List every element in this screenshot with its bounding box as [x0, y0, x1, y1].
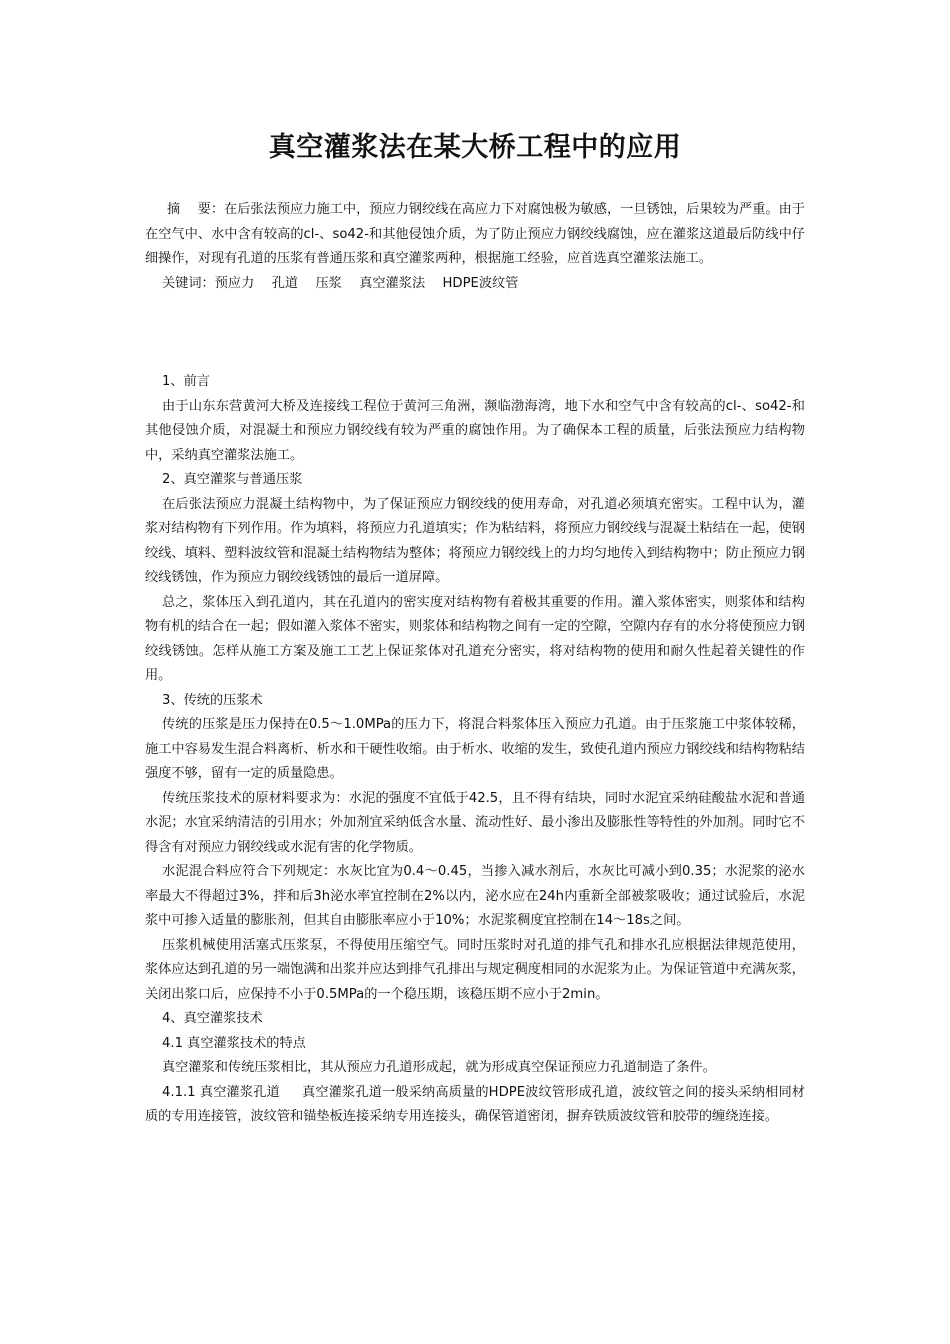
paragraph: 总之，浆体压入到孔道内，其在孔道内的密实度对结构物有着极其重要的作用。灌入浆体密实，则浆体和结构物有机的结合在一起；假如灌入浆体不密实，则浆体和结构物之间有一定的空隙，空隙内存有的水分将使预应力钢绞线锈蚀。怎样从施工方案及施工工艺上保证浆体对孔道充分密实，将对结构物的使用和耐久性起着关键性的作用。	[145, 594, 805, 683]
abstract-block	[145, 198, 805, 296]
subsection-text-4-1-1: 真空灌浆孔道一般采纳高质量的HDPE波纹管形成孔道，波纹管之间的接头采纳相同材质的专用连接管，波纹管和锚垫板连接采纳专用连接头，确保管道密闭，摒弃铁质波纹管和胶带的缠绕连接。	[145, 1084, 805, 1124]
section-heading-3: 3、传统的压浆术	[162, 692, 263, 708]
abstract-paragraph: 摘 要：在后张法预应力施工中，预应力钢绞线在高应力下对腐蚀极为敏感，一旦锈蚀，后果较为严重。由于在空气中、水中含有较高的cl-、so42-和其他侵蚀介质，为了防止预应力钢绞线腐蚀，应在灌浆这道最后防线中仔细操作，对现有孔道的压浆有普通压浆和真空灌浆两种，根据施工经验，应首选真空灌浆法施工。	[145, 202, 805, 266]
paragraph: 传统的压浆是压力保持在0.5～1.0MPa的压力下，将混合料浆体压入预应力孔道。由于压浆施工中浆体较稀，施工中容易发生混合料离析、析水和干硬性收缩。由于析水、收缩的发生，致使孔道内预应力钢绞线和结构物粘结强度不够，留有一定的质量隐患。	[145, 717, 805, 781]
document-title: 真空灌浆法在某大桥工程中的应用	[268, 132, 682, 163]
paragraph: 在后张法预应力混凝土结构物中，为了保证预应力钢绞线的使用寿命，对孔道必须填充密实。工程中认为，灌浆对结构物有下列作用。作为填料，将预应力孔道填实；作为粘结料，将预应力钢绞线与混凝土粘结在一起，使钢绞线、填料、塑料波纹管和混凝土结构物结为整体；将预应力钢绞线上的力均匀地传入到结构物中；防止预应力钢绞线锈蚀，作为预应力钢绞线锈蚀的最后一道屏障。	[145, 496, 805, 585]
subsection-heading-4-1: 4.1 真空灌浆技术的特点	[162, 1035, 306, 1051]
document-body	[145, 128, 805, 1130]
paragraph: 由于山东东营黄河大桥及连接线工程位于黄河三角洲，濒临渤海湾，地下水和空气中含有较高的cl-、so42-和其他侵蚀介质，对混凝土和预应力钢绞线有较为严重的腐蚀作用。为了确保本工程的质量，后张法预应力结构物中，采纳真空灌浆法施工。	[145, 398, 805, 463]
paragraph-4-1-1	[145, 1081, 805, 1130]
paragraph: 水泥混合料应符合下列规定：水灰比宜为0.4～0.45，当掺入减水剂后，水灰比可减小到0.35；水泥浆的泌水率最大不得超过3%，拌和后3h泌水率宜控制在2%以内，泌水应在24h内重新全部被浆吸收；通过试验后，水泥浆中可掺入适量的膨胀剂，但其自由膨胀率应小于10%；水泥浆稠度宜控制在14～18s之间。	[145, 864, 805, 928]
paragraph: 压浆机械使用活塞式压浆泵，不得使用压缩空气。同时压浆时对孔道的排气孔和排水孔应根据法律规范使用，浆体应达到孔道的另一端饱满和出浆并应达到排气孔排出与规定稠度相同的水泥浆为止。为保证管道中充满灰浆，关闭出浆口后，应保持不小于0.5MPa的一个稳压期，该稳压期不应小于2min。	[145, 937, 805, 1002]
keywords-line: 关键词：预应力 孔道 压浆 真空灌浆法 HDPE波纹管	[162, 275, 519, 291]
paragraph: 传统压浆技术的原材料要求为：水泥的强度不宜低于42.5，且不得有结块，同时水泥宜采纳硅酸盐水泥和普通水泥；水宜采纳清洁的引用水；外加剂宜采纳低含水量、流动性好、最小渗出及膨胀性等特性的外加剂。同时它不得含有对预应力钢绞线或水泥有害的化学物质。	[145, 790, 805, 855]
subsection-label-4-1-1: 4.1.1 真空灌浆孔道	[162, 1084, 280, 1100]
section-heading-2: 2、真空灌浆与普通压浆	[162, 472, 303, 487]
section-heading-4: 4、真空灌浆技术	[162, 1011, 263, 1026]
paragraph: 真空灌浆和传统压浆相比，其从预应力孔道形成起，就为形成真空保证预应力孔道制造了条件。	[162, 1060, 716, 1075]
main-text	[145, 370, 805, 1130]
section-heading-1: 1、前言	[162, 374, 210, 389]
